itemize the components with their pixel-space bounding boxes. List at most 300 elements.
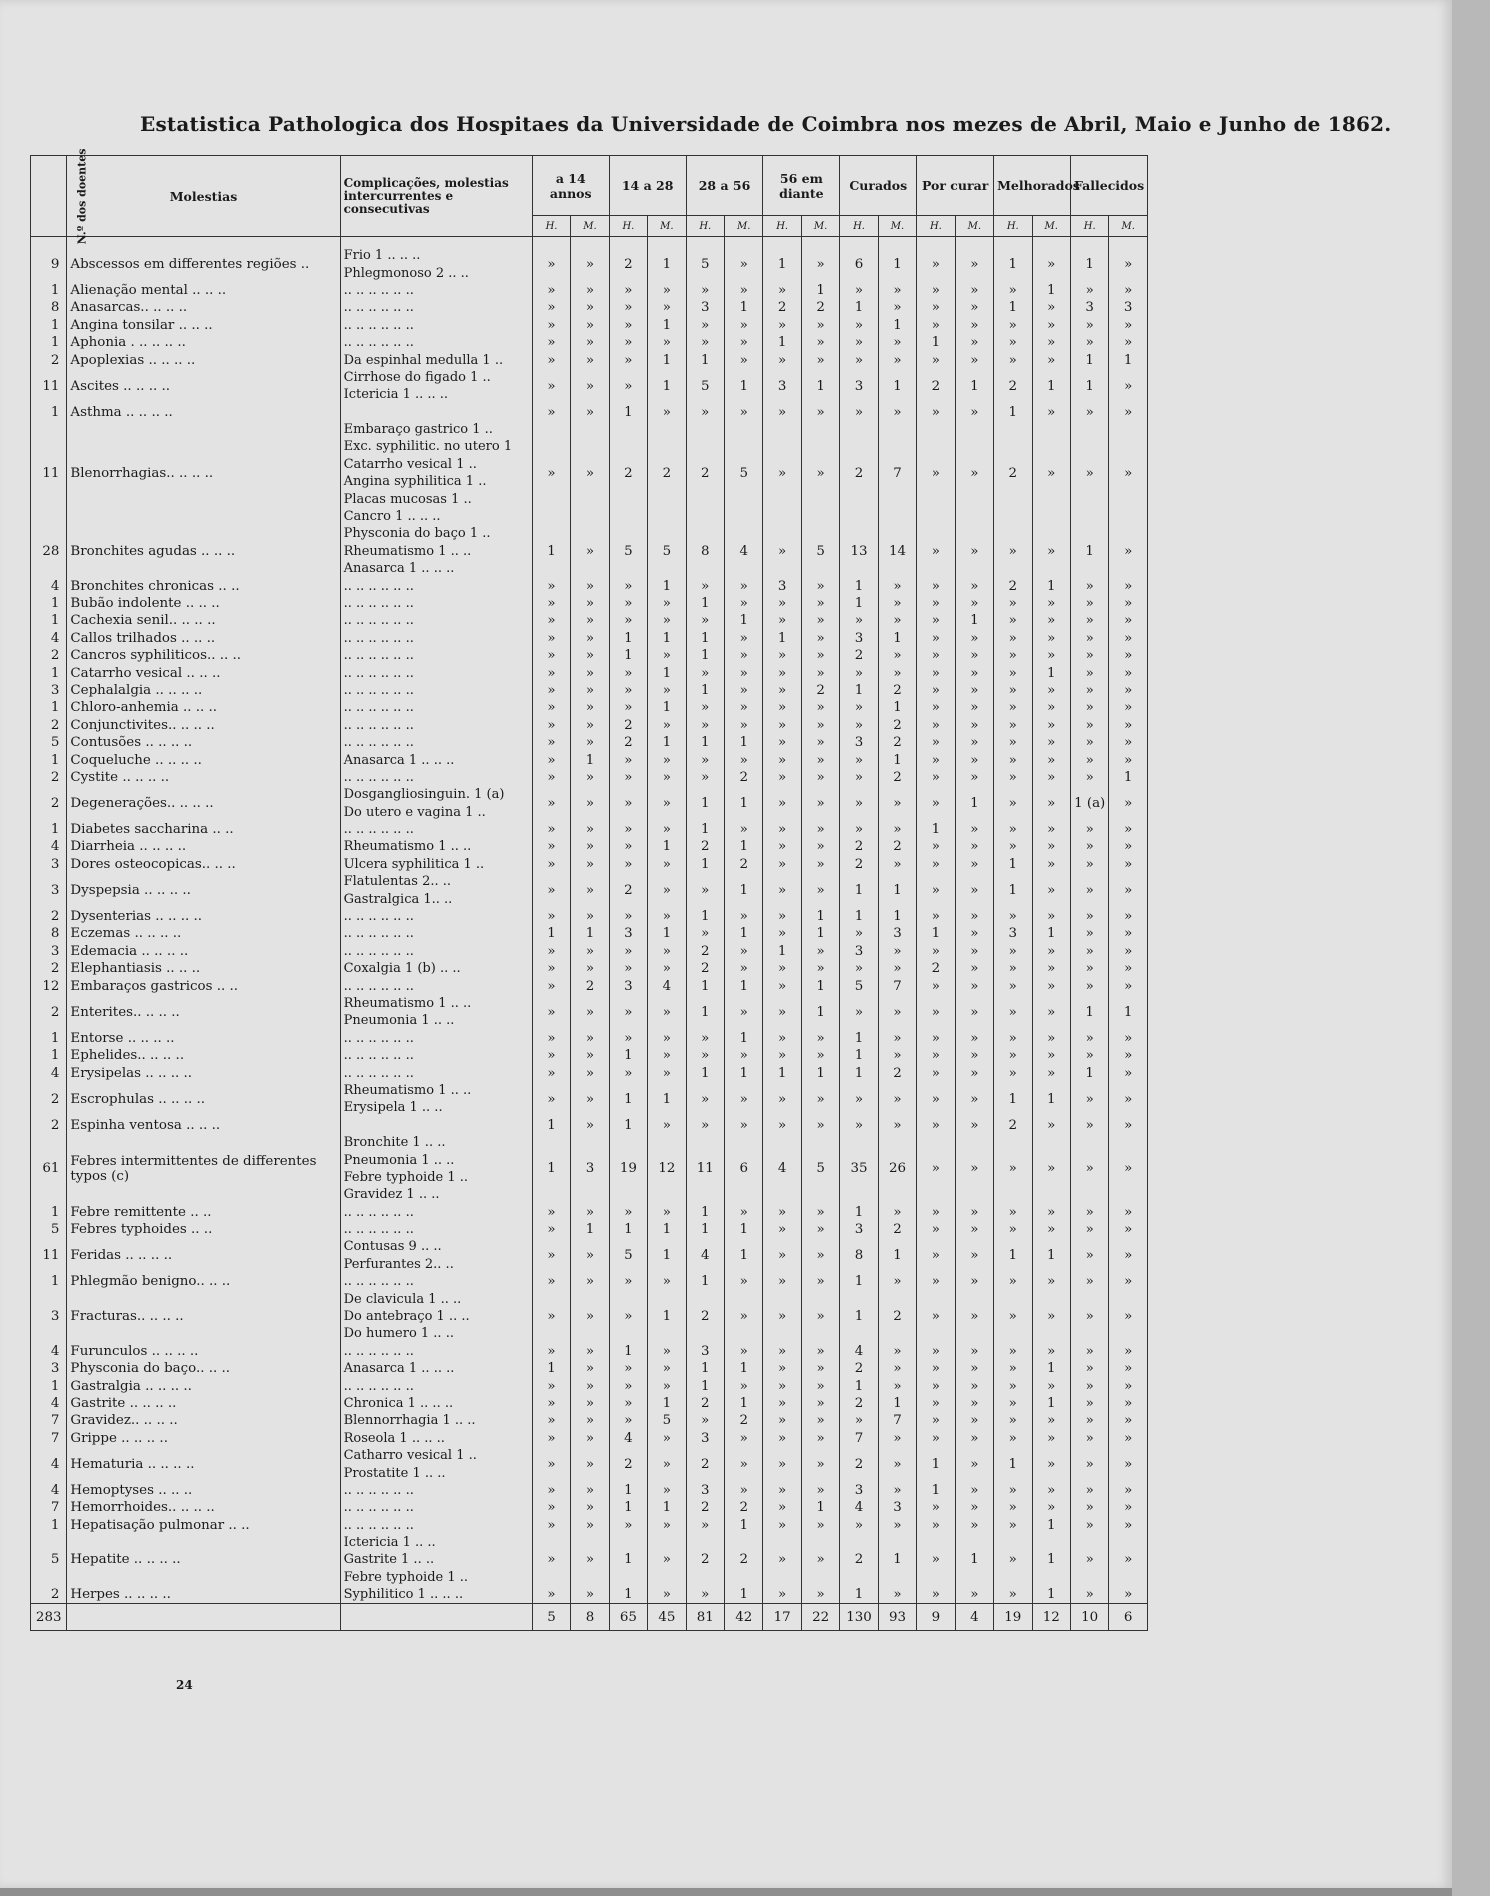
row-value: 1 [686,595,724,612]
table-row [31,1134,1148,1151]
row-value: » [917,1203,955,1220]
table-row [31,977,1148,994]
row-value: » [840,1117,878,1134]
row-value: 4 [840,1343,878,1360]
row-value: 1 [917,1447,955,1482]
row-value: » [878,995,916,1030]
row-value: 2 [571,977,609,994]
row-value: » [763,1534,801,1586]
row-value: » [609,577,647,594]
table-row [31,1586,1148,1604]
row-value: » [878,1082,916,1117]
row-value: 3 [686,1482,724,1499]
row-value: » [1070,1117,1108,1134]
row-value: » [725,647,763,664]
row-value: » [917,1586,955,1604]
row-value: 2 [686,1447,724,1482]
row-value: » [532,1586,570,1604]
row-value: » [840,786,878,821]
row-value: 2 [917,960,955,977]
row-value: » [532,838,570,855]
total-value: 9 [917,1604,955,1631]
row-count: 3 [31,873,67,908]
row-value: » [725,1290,763,1342]
row-value: » [1109,404,1148,421]
row-value: » [878,351,916,368]
row-value: » [686,751,724,768]
row-value: » [955,1047,993,1064]
row-value: » [1109,525,1148,577]
row-value: 1 [648,1395,686,1412]
row-value: » [801,1047,839,1064]
row-value: » [1109,925,1148,942]
row-value: 3 [609,925,647,942]
row-value: » [955,1064,993,1081]
header-group-6: Melhorados [994,156,1071,216]
row-value: » [994,1047,1032,1064]
row-value: 1 [1032,1395,1070,1412]
row-value: 1 [532,925,570,942]
row-value: 2 [840,421,878,525]
row-value: » [532,995,570,1030]
row-value: 1 [725,1030,763,1047]
row-value: » [1032,1047,1070,1064]
row-value: » [801,664,839,681]
row-complicacao: Ictericia 1 .. .. .. [340,386,532,403]
row-value: » [917,1290,955,1342]
subheader-h: H. [840,216,878,237]
row-value: » [763,1030,801,1047]
row-value: » [532,699,570,716]
table-row [31,717,1148,734]
row-value: » [686,334,724,351]
table-row [31,769,1148,786]
row-value: » [994,1534,1032,1586]
row-value: » [1070,595,1108,612]
row-value: » [955,977,993,994]
row-value: » [955,699,993,716]
row-value: » [801,1586,839,1604]
row-value: 1 [763,334,801,351]
row-value: 1 [1070,351,1108,368]
row-count: 11 [31,1238,67,1273]
table-row [31,1117,1148,1134]
row-value: 1 [878,1238,916,1273]
row-value: 1 [725,1517,763,1534]
row-value: » [725,960,763,977]
row-value: » [725,404,763,421]
row-complicacao: Do humero 1 .. .. [340,1325,532,1342]
row-molestia: Ephelides.. .. .. .. [67,1047,340,1064]
row-value: » [917,734,955,751]
row-value: » [571,334,609,351]
row-count: 4 [31,1447,67,1482]
row-value: » [1109,1134,1148,1204]
row-value: » [994,1430,1032,1447]
row-complicacao: Do antebraço 1 .. .. [340,1308,532,1325]
row-value: » [686,769,724,786]
row-value: » [917,751,955,768]
row-value: » [917,1082,955,1117]
row-value: 3 [840,369,878,404]
row-molestia: Dysenterias .. .. .. .. [67,908,340,925]
row-value: » [1032,630,1070,647]
row-count: 3 [31,1290,67,1342]
row-count: 4 [31,630,67,647]
row-value: 2 [725,856,763,873]
row-value: » [1070,908,1108,925]
row-molestia: Edemacia .. .. .. .. [67,943,340,960]
row-value: 1 [994,404,1032,421]
row-value: 1 [648,369,686,404]
table-row [31,682,1148,699]
row-value: 1 [725,1221,763,1238]
row-value: » [725,595,763,612]
row-value: » [994,1203,1032,1220]
row-value: » [609,1412,647,1429]
row-molestia: Enterites.. .. .. .. [67,995,340,1030]
row-value: » [648,1273,686,1290]
table-row [31,612,1148,629]
row-value: » [801,1534,839,1586]
row-value: 7 [840,1430,878,1447]
row-value: » [994,282,1032,299]
row-molestia: Blenorrhagias.. .. .. .. [67,421,340,525]
row-value: » [609,769,647,786]
row-value: » [1032,247,1070,282]
table-row [31,699,1148,716]
row-molestia: Espinha ventosa .. .. .. [67,1117,340,1134]
row-value: 1 [1070,1064,1108,1081]
row-value: » [571,1343,609,1360]
row-value: » [1109,1082,1148,1117]
row-value: » [801,1482,839,1499]
total-count: 283 [31,1604,67,1631]
header-group-4: Curados [840,156,917,216]
row-value: » [955,925,993,942]
row-value: » [994,682,1032,699]
row-value: » [878,299,916,316]
row-molestia: Bronchites agudas .. .. .. [67,525,340,577]
row-value: » [801,317,839,334]
row-count: 1 [31,334,67,351]
row-value: » [801,1203,839,1220]
row-molestia: Degenerações.. .. .. .. [67,786,340,821]
row-value: » [994,525,1032,577]
row-value: » [763,873,801,908]
table-row [31,1499,1148,1516]
row-value: 2 [648,421,686,525]
row-value: » [917,282,955,299]
row-value: » [840,821,878,838]
row-value: » [532,334,570,351]
row-value: » [532,282,570,299]
row-complicacao: .. .. .. .. .. .. [340,299,532,316]
row-complicacao: Pneumonia 1 .. .. [340,1151,532,1168]
row-value: » [763,1412,801,1429]
row-value: 1 [994,1082,1032,1117]
row-value: » [532,786,570,821]
row-value: » [994,1030,1032,1047]
row-value: » [801,421,839,525]
row-molestia: Catarrho vesical .. .. .. [67,664,340,681]
row-value: » [994,1273,1032,1290]
subheader-h: H. [532,216,570,237]
row-value: 2 [609,734,647,751]
row-complicacao: .. .. .. .. .. .. [340,769,532,786]
row-value: » [1109,1412,1148,1429]
row-value: » [686,612,724,629]
row-value: » [763,1290,801,1342]
row-value: » [994,1482,1032,1499]
row-value: 3 [840,630,878,647]
row-value: 1 [840,1064,878,1081]
row-value: » [1032,1273,1070,1290]
row-molestia: Cephalalgia .. .. .. .. [67,682,340,699]
row-value: » [994,1360,1032,1377]
row-value: 3 [686,299,724,316]
row-value: » [801,1447,839,1482]
row-count: 2 [31,351,67,368]
row-value: » [1032,1499,1070,1516]
row-value: 2 [686,1534,724,1586]
row-value: 1 [840,682,878,699]
row-value: » [955,1499,993,1516]
row-complicacao: Syphilitico 1 .. .. .. [340,1586,532,1604]
row-complicacao: Flatulentas 2.. .. [340,873,532,890]
row-value: » [763,647,801,664]
row-value: » [609,612,647,629]
row-value: 1 [801,1064,839,1081]
row-value: » [648,282,686,299]
row-value: » [994,717,1032,734]
row-count: 7 [31,1412,67,1429]
row-complicacao: Prostatite 1 .. .. [340,1464,532,1481]
row-count: 2 [31,647,67,664]
row-value: » [955,1482,993,1499]
table-row [31,351,1148,368]
row-value: » [571,856,609,873]
row-value: » [878,1517,916,1534]
row-complicacao: .. .. .. .. .. .. [340,1030,532,1047]
row-value: 1 [801,925,839,942]
row-value: » [994,995,1032,1030]
row-value: 1 [686,682,724,699]
row-value: 1 [1032,1238,1070,1273]
table-row [31,1238,1148,1255]
row-value: » [648,1377,686,1394]
row-value: 1 [686,1360,724,1377]
row-value: » [609,960,647,977]
row-value: » [1032,1343,1070,1360]
row-molestia: Gastralgia .. .. .. .. [67,1377,340,1394]
row-value: » [1070,1343,1108,1360]
row-molestia: Hematuria .. .. .. .. [67,1447,340,1482]
row-value: » [609,751,647,768]
table-row [31,908,1148,925]
row-complicacao: Frio 1 .. .. .. [340,247,532,264]
row-value: » [955,1517,993,1534]
row-value: » [955,1203,993,1220]
row-value: 1 [878,369,916,404]
header-group-0: a 14 annos [532,156,609,216]
row-value: 2 [994,577,1032,594]
row-value: 2 [878,769,916,786]
row-value: » [571,908,609,925]
row-value: » [532,769,570,786]
row-value: » [955,630,993,647]
row-value: » [917,404,955,421]
row-value: » [725,1047,763,1064]
row-value: » [917,1117,955,1134]
row-complicacao: Rheumatismo 1 .. .. [340,995,532,1012]
row-value: » [725,682,763,699]
row-value: » [648,1030,686,1047]
row-value: 1 [878,1395,916,1412]
row-count: 2 [31,908,67,925]
row-value: 1 [648,1082,686,1117]
row-value: 1 [917,821,955,838]
row-value: 5 [609,525,647,577]
row-value: » [763,421,801,525]
row-value: 2 [686,1290,724,1342]
pathology-statistics-table [30,148,1148,1631]
row-value: » [955,943,993,960]
row-count: 1 [31,664,67,681]
row-value: 2 [917,369,955,404]
row-value: » [571,960,609,977]
row-value: » [1032,1447,1070,1482]
row-value: » [994,977,1032,994]
row-complicacao: Blennorrhagia 1 .. .. [340,1412,532,1429]
row-value: » [878,786,916,821]
table-row [31,1430,1148,1447]
row-value: » [686,1412,724,1429]
row-value: » [763,525,801,577]
row-value: » [1109,282,1148,299]
row-value: » [571,1377,609,1394]
row-complicacao: .. .. .. .. .. .. [340,595,532,612]
row-value: » [532,647,570,664]
row-value: » [1109,1586,1148,1604]
row-value: » [801,1430,839,1447]
row-value: 1 [648,577,686,594]
row-complicacao: Febre typhoide 1 .. [340,1569,532,1586]
row-value: » [955,1221,993,1238]
row-value: » [763,1047,801,1064]
row-value: » [917,1047,955,1064]
row-value: » [1070,612,1108,629]
row-value: » [571,699,609,716]
row-value: 1 [686,977,724,994]
row-value: 1 [686,786,724,821]
row-value: 1 [1032,1534,1070,1586]
row-value: » [686,873,724,908]
row-value: » [994,769,1032,786]
row-value: » [801,404,839,421]
row-count: 1 [31,1203,67,1220]
row-value: » [763,351,801,368]
row-value: 1 [878,247,916,282]
row-value: » [1109,630,1148,647]
row-complicacao: Coxalgia 1 (b) .. .. [340,960,532,977]
row-molestia: Erysipelas .. .. .. .. [67,1064,340,1081]
row-count: 1 [31,1273,67,1290]
row-value: 4 [686,1238,724,1273]
row-value: » [1109,943,1148,960]
row-value: » [532,717,570,734]
row-value: 2 [840,838,878,855]
table-row [31,1395,1148,1412]
row-value: » [1032,873,1070,908]
row-value: » [878,1377,916,1394]
header-group-1: 14 a 28 [609,156,686,216]
row-value: » [648,1343,686,1360]
row-value: » [648,595,686,612]
row-value: » [1070,317,1108,334]
subheader-h: H. [994,216,1032,237]
header-complicacoes: Complicações, molestias intercurrentes e consecutivas [340,156,532,237]
row-value: » [571,1447,609,1482]
row-value: » [917,682,955,699]
row-value: 1 [725,786,763,821]
row-value: 2 [686,1395,724,1412]
subheader-h: H. [609,216,647,237]
row-value: » [725,1203,763,1220]
row-count: 1 [31,282,67,299]
row-complicacao: Cancro 1 .. .. .. [340,508,532,525]
row-value: » [532,751,570,768]
table-row [31,1412,1148,1429]
header-group-3: 56 em diante [763,156,840,216]
row-value: 2 [994,1117,1032,1134]
row-value: » [763,734,801,751]
row-value: » [532,682,570,699]
row-value: 1 [725,299,763,316]
row-value: 1 [532,525,570,577]
row-value: » [532,977,570,994]
row-value: 4 [648,977,686,994]
row-complicacao: .. .. .. .. .. .. [340,1499,532,1516]
row-value: » [840,404,878,421]
row-value: 1 [648,734,686,751]
row-value: » [1032,769,1070,786]
row-value: 1 [609,1117,647,1134]
row-value: » [532,908,570,925]
row-value: » [801,1395,839,1412]
row-value: » [648,821,686,838]
row-value: 2 [725,1534,763,1586]
total-value: 65 [609,1604,647,1631]
row-value: » [1032,317,1070,334]
row-value: 5 [801,1134,839,1204]
row-value: 1 [840,299,878,316]
row-complicacao: Erysipela 1 .. .. [340,1099,532,1116]
table-row [31,421,1148,438]
row-value: 2 [878,682,916,699]
row-value: » [571,1203,609,1220]
row-value: 1 [686,630,724,647]
row-complicacao: .. .. .. .. .. .. [340,577,532,594]
row-value: » [801,1343,839,1360]
row-value: » [609,682,647,699]
row-value: » [955,525,993,577]
row-molestia: Hepatisação pulmonar .. .. [67,1517,340,1534]
row-value: » [917,1238,955,1273]
row-count: 5 [31,734,67,751]
row-value: » [994,1134,1032,1204]
row-value: 1 [648,925,686,942]
